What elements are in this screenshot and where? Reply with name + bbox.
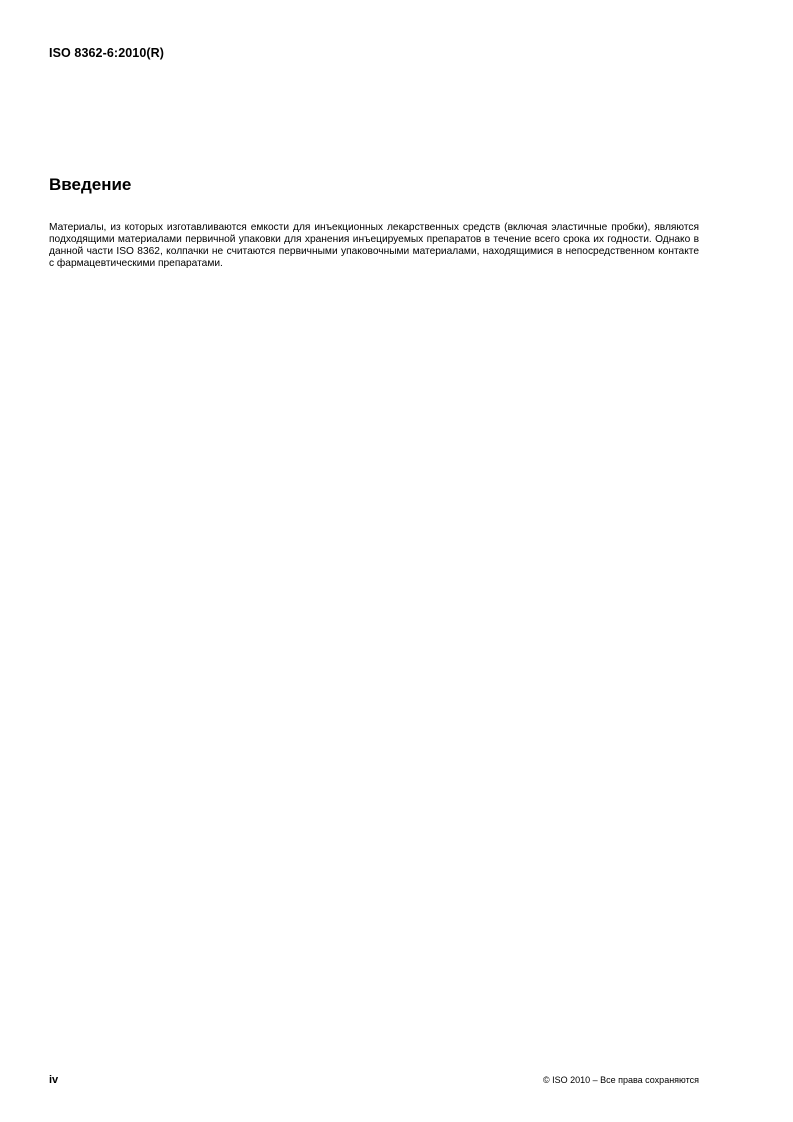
introduction-paragraph: Материалы, из которых изготавливаются емкости для инъекционных лекарственных средств (включая эластичные пробки), являются подходящими материалами первичной упаковки для хранения инъецируемых препаратов в течение всего срока их годности. Однако в данной части ISO 8362, колпачки не считаются первичными упаковочными материалами, находящимися в непосредственном контакте с фармацевтическими препаратами.	[49, 222, 699, 269]
page-number: iv	[49, 1074, 59, 1086]
document-header-id: ISO 8362-6:2010(R)	[49, 46, 165, 60]
copyright-notice: © ISO 2010 – Все права сохраняются	[542, 1075, 699, 1085]
section-title: Введение	[49, 175, 132, 194]
